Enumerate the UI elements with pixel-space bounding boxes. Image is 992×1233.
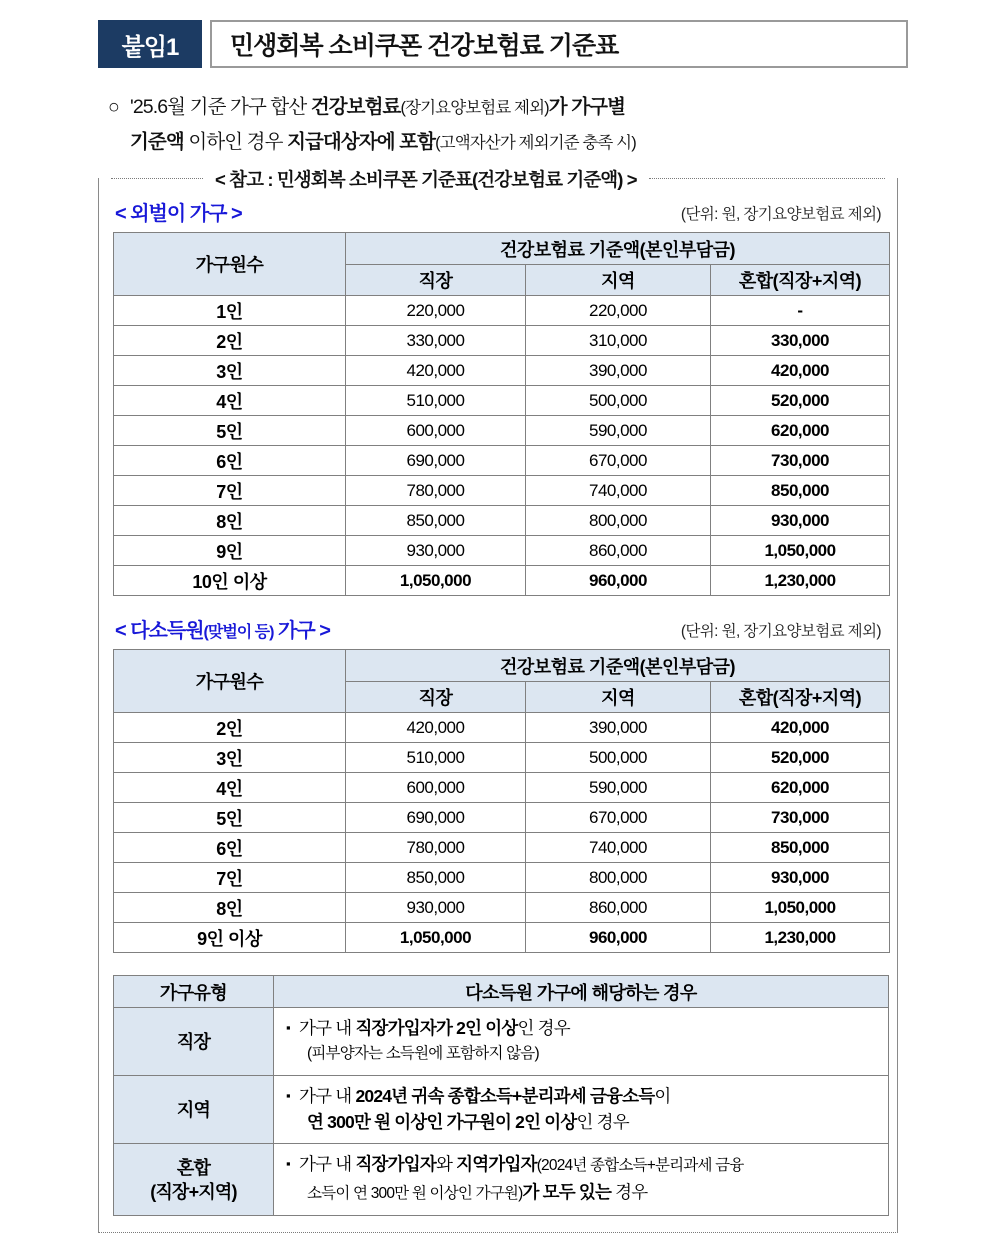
table-row bbox=[114, 863, 890, 893]
cell-criteria-mixed bbox=[274, 1144, 889, 1216]
cell-mixed: 620,000 bbox=[711, 773, 890, 803]
cell-job: 1,050,000 bbox=[346, 923, 526, 953]
cell-mixed: 1,050,000 bbox=[711, 536, 890, 566]
table-row bbox=[114, 476, 890, 506]
mixed-line2-emphasis: 가 모두 있는 bbox=[522, 1182, 612, 1202]
cell-household-size: 7인 bbox=[114, 476, 346, 506]
table-multi-income-criteria bbox=[113, 975, 889, 1216]
mixed-line1-emphasis2: 지역가입자 bbox=[456, 1154, 537, 1174]
mixed-line2-paren: 소득이 연 300만 원 이상인 가구원) bbox=[307, 1185, 523, 1202]
section-title-single-income: < 외벌이 가구 > bbox=[115, 203, 242, 225]
cell-region: 390,000 bbox=[526, 713, 711, 743]
criteria-row-region bbox=[114, 1076, 889, 1144]
criteria-row-job bbox=[114, 1008, 889, 1076]
col-header-job: 직장 bbox=[346, 682, 526, 713]
lead-line2-part1: 이하인 경우 bbox=[183, 131, 288, 153]
table-row bbox=[114, 356, 890, 386]
rule-left bbox=[111, 178, 203, 179]
cell-job: 600,000 bbox=[346, 416, 526, 446]
cell-region: 860,000 bbox=[526, 893, 711, 923]
table-row bbox=[114, 416, 890, 446]
cell-region: 310,000 bbox=[526, 326, 711, 356]
cell-job: 510,000 bbox=[346, 386, 526, 416]
lead-line1-part1: '25.6월 기준 가구 합산 bbox=[130, 96, 311, 118]
cell-type-mixed bbox=[114, 1144, 274, 1216]
section-title-multi-part1: < 다소득원 bbox=[115, 620, 204, 642]
attachment-badge: 붙임1 bbox=[98, 20, 202, 68]
document-page bbox=[0, 20, 992, 1233]
cell-household-size: 7인 bbox=[114, 863, 346, 893]
cell-job: 220,000 bbox=[346, 296, 526, 326]
mixed-type-line2: (직장+지역) bbox=[150, 1181, 237, 1202]
cell-mixed: 930,000 bbox=[711, 863, 890, 893]
reference-caption-rule bbox=[111, 168, 885, 190]
cell-mixed: 520,000 bbox=[711, 743, 890, 773]
cell-mixed: 420,000 bbox=[711, 713, 890, 743]
cell-household-size: 5인 bbox=[114, 803, 346, 833]
cell-region: 500,000 bbox=[526, 386, 711, 416]
cell-region: 590,000 bbox=[526, 773, 711, 803]
region-line2 bbox=[286, 1109, 880, 1135]
bullet-circle-icon: ○ bbox=[108, 96, 119, 118]
lead-line1-emphasis: 건강보험료 bbox=[310, 96, 401, 118]
cell-mixed: 420,000 bbox=[711, 356, 890, 386]
section-title-multi-paren: (맞벌이 등) bbox=[203, 624, 274, 641]
cell-type-region: 지역 bbox=[114, 1076, 274, 1144]
cell-criteria-region bbox=[274, 1076, 889, 1144]
job-line1-part2: 인 경우 bbox=[517, 1018, 570, 1038]
cell-region: 220,000 bbox=[526, 296, 711, 326]
table-row bbox=[114, 506, 890, 536]
col-header-criteria-case: 다소득원 가구에 해당하는 경우 bbox=[274, 976, 889, 1008]
table-row bbox=[114, 713, 890, 743]
cell-region: 860,000 bbox=[526, 536, 711, 566]
lead-paragraph bbox=[108, 90, 898, 160]
square-bullet-icon: ▪ bbox=[286, 1156, 290, 1171]
col-header-household-size: 가구원수 bbox=[114, 233, 346, 296]
unit-note-single-income: (단위: 원, 장기요양보험료 제외) bbox=[680, 206, 881, 223]
col-header-mixed: 혼합(직장+지역) bbox=[711, 682, 890, 713]
cell-mixed: 330,000 bbox=[711, 326, 890, 356]
lead-line1-part2: 가 가구별 bbox=[548, 96, 626, 118]
region-line2-part2: 인 경우 bbox=[576, 1112, 629, 1132]
lead-line2-emphasis2: 지급대상자에 포함 bbox=[287, 131, 436, 153]
job-line1-part1: 가구 내 bbox=[299, 1018, 356, 1038]
cell-job: 1,050,000 bbox=[346, 566, 526, 596]
mixed-line1-paren: (2024년 종합소득+분리과세 금융 bbox=[536, 1157, 744, 1174]
table-body-multi-income bbox=[114, 713, 890, 953]
document-header bbox=[98, 20, 908, 68]
lead-line1-paren: (장기요양보험료 제외) bbox=[400, 99, 549, 117]
lead-line2-paren: (고액자산가 제외기준 충족 시) bbox=[435, 134, 636, 152]
cell-region: 740,000 bbox=[526, 833, 711, 863]
cell-household-size: 2인 bbox=[114, 713, 346, 743]
cell-job: 780,000 bbox=[346, 476, 526, 506]
table-row bbox=[114, 446, 890, 476]
cell-region: 670,000 bbox=[526, 446, 711, 476]
table-body-single-income bbox=[114, 296, 890, 596]
lead-line2-emphasis1: 기준액 bbox=[130, 131, 184, 153]
table-multi-income bbox=[113, 649, 890, 953]
table-row bbox=[114, 386, 890, 416]
cell-job: 330,000 bbox=[346, 326, 526, 356]
region-line1-emphasis: 2024년 귀속 종합소득+분리과세 금융소득 bbox=[355, 1086, 655, 1106]
section-title-multi-income bbox=[115, 614, 330, 643]
table-row bbox=[114, 536, 890, 566]
cell-job: 930,000 bbox=[346, 536, 526, 566]
cell-region: 670,000 bbox=[526, 803, 711, 833]
cell-job: 780,000 bbox=[346, 833, 526, 863]
cell-household-size: 8인 bbox=[114, 893, 346, 923]
cell-region: 740,000 bbox=[526, 476, 711, 506]
table-row bbox=[114, 326, 890, 356]
cell-household-size: 8인 bbox=[114, 506, 346, 536]
cell-household-size: 6인 bbox=[114, 833, 346, 863]
section-header-multi-income bbox=[115, 614, 881, 643]
cell-job: 690,000 bbox=[346, 446, 526, 476]
cell-mixed: 730,000 bbox=[711, 803, 890, 833]
cell-household-size: 1인 bbox=[114, 296, 346, 326]
cell-type-job: 직장 bbox=[114, 1008, 274, 1076]
cell-job: 600,000 bbox=[346, 773, 526, 803]
table-row bbox=[114, 923, 890, 953]
cell-region: 500,000 bbox=[526, 743, 711, 773]
job-line2: (피부양자는 소득원에 포함하지 않음) bbox=[307, 1045, 539, 1062]
cell-job: 690,000 bbox=[346, 803, 526, 833]
criteria-row-mixed bbox=[114, 1144, 889, 1216]
region-line1-part1: 가구 내 bbox=[299, 1086, 356, 1106]
cell-household-size: 3인 bbox=[114, 356, 346, 386]
col-header-region: 지역 bbox=[526, 265, 711, 296]
cell-mixed: 730,000 bbox=[711, 446, 890, 476]
square-bullet-icon: ▪ bbox=[286, 1020, 290, 1035]
section-title-multi-part2: 가구 > bbox=[273, 620, 330, 642]
cell-region: 960,000 bbox=[526, 566, 711, 596]
cell-region: 800,000 bbox=[526, 863, 711, 893]
cell-household-size: 9인 이상 bbox=[114, 923, 346, 953]
cell-criteria-job bbox=[274, 1008, 889, 1076]
cell-household-size: 9인 bbox=[114, 536, 346, 566]
rule-right bbox=[649, 178, 885, 179]
cell-region: 390,000 bbox=[526, 356, 711, 386]
cell-mixed: 520,000 bbox=[711, 386, 890, 416]
cell-household-size: 3인 bbox=[114, 743, 346, 773]
col-header-mixed: 혼합(직장+지역) bbox=[711, 265, 890, 296]
mixed-line1-part2: 와 bbox=[435, 1154, 457, 1174]
cell-job: 930,000 bbox=[346, 893, 526, 923]
table-row bbox=[114, 773, 890, 803]
col-header-household-size: 가구원수 bbox=[114, 650, 346, 713]
cell-mixed: 850,000 bbox=[711, 476, 890, 506]
cell-job: 850,000 bbox=[346, 506, 526, 536]
document-title-box bbox=[210, 20, 908, 68]
cell-region: 800,000 bbox=[526, 506, 711, 536]
cell-household-size: 5인 bbox=[114, 416, 346, 446]
cell-household-size: 6인 bbox=[114, 446, 346, 476]
reference-container bbox=[98, 168, 898, 1233]
col-header-job: 직장 bbox=[346, 265, 526, 296]
col-header-household-type: 가구유형 bbox=[114, 976, 274, 1008]
cell-mixed: - bbox=[711, 296, 890, 326]
job-line1-emphasis: 직장가입자가 2인 이상 bbox=[355, 1018, 518, 1038]
table-row bbox=[114, 893, 890, 923]
cell-household-size: 10인 이상 bbox=[114, 566, 346, 596]
cell-mixed: 1,050,000 bbox=[711, 893, 890, 923]
cell-job: 850,000 bbox=[346, 863, 526, 893]
table-row bbox=[114, 566, 890, 596]
cell-mixed: 1,230,000 bbox=[711, 923, 890, 953]
cell-job: 420,000 bbox=[346, 713, 526, 743]
cell-job: 420,000 bbox=[346, 356, 526, 386]
cell-region: 590,000 bbox=[526, 416, 711, 446]
square-bullet-icon: ▪ bbox=[286, 1088, 290, 1103]
mixed-type-line1: 혼합 bbox=[176, 1157, 211, 1178]
table-row bbox=[114, 743, 890, 773]
region-line2-emphasis: 연 300만 원 이상인 가구원이 2인 이상 bbox=[307, 1112, 577, 1132]
lead-line2 bbox=[108, 125, 898, 160]
cell-mixed: 1,230,000 bbox=[711, 566, 890, 596]
cell-household-size: 2인 bbox=[114, 326, 346, 356]
mixed-line1-part1: 가구 내 bbox=[299, 1154, 356, 1174]
cell-job: 510,000 bbox=[346, 743, 526, 773]
cell-mixed: 620,000 bbox=[711, 416, 890, 446]
table-row bbox=[114, 296, 890, 326]
col-group-header-premium: 건강보험료 기준액(본인부담금) bbox=[346, 650, 890, 682]
table-row bbox=[114, 833, 890, 863]
col-group-header-premium: 건강보험료 기준액(본인부담금) bbox=[346, 233, 890, 265]
cell-mixed: 930,000 bbox=[711, 506, 890, 536]
reference-caption: < 참고 : 민생회복 소비쿠폰 기준표(건강보험료 기준액) > bbox=[203, 166, 649, 192]
cell-region: 960,000 bbox=[526, 923, 711, 953]
section-header-single-income bbox=[115, 197, 881, 226]
cell-household-size: 4인 bbox=[114, 386, 346, 416]
cell-household-size: 4인 bbox=[114, 773, 346, 803]
table-single-income bbox=[113, 232, 890, 596]
mixed-line2 bbox=[286, 1179, 880, 1207]
mixed-line2-part2: 경우 bbox=[611, 1182, 648, 1202]
table-row bbox=[114, 803, 890, 833]
page-title: 민생회복 소비쿠폰 건강보험료 기준표 bbox=[230, 32, 619, 60]
cell-mixed: 850,000 bbox=[711, 833, 890, 863]
mixed-line1-emphasis1: 직장가입자 bbox=[355, 1154, 436, 1174]
col-header-region: 지역 bbox=[526, 682, 711, 713]
region-line1-part2: 이 bbox=[654, 1086, 671, 1106]
unit-note-multi-income: (단위: 원, 장기요양보험료 제외) bbox=[680, 623, 881, 640]
